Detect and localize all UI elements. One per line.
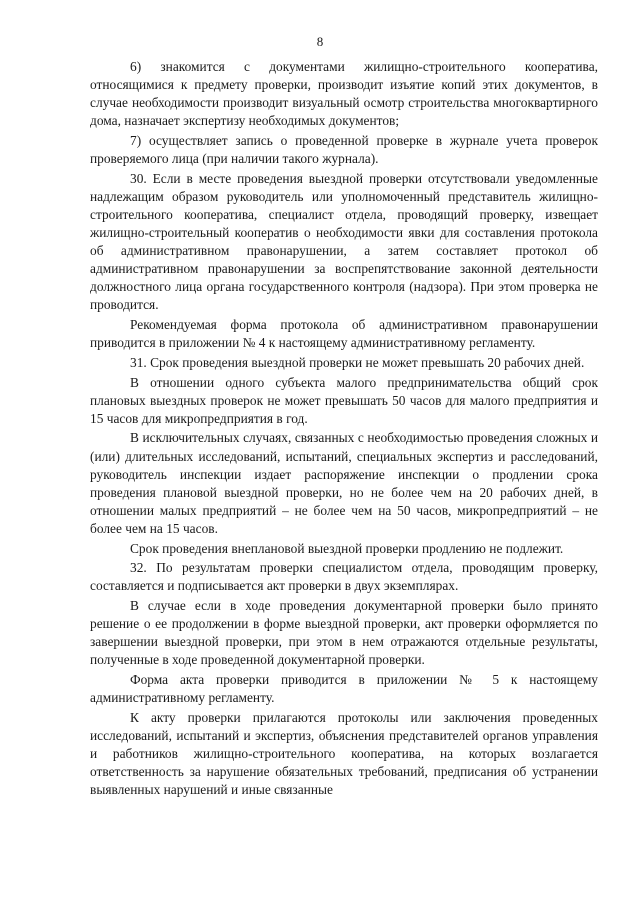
- paragraph-small-business: В отношении одного субъекта малого предпринимательства общий срок плановых выездных проверок не может превышать 50 часов для малого предприятия и 15 часов для микропредприятия в год.: [90, 374, 598, 426]
- paragraph-documentary-check: В случае если в ходе проведения документарной проверки было принято решение о ее продолжении в форме выездной проверки, акт проверки оформляется по завершении выездной проверки, при этом в нем отражаются отдельные результаты, полученные в ходе проведенной документарной проверки.: [90, 598, 598, 668]
- paragraph-clause-32: 32. По результатам проверки специалистом отдела, проводящим проверку, составляется и подписывается акт проверки в двух экземплярах.: [90, 560, 598, 594]
- document-body: [90, 58, 598, 801]
- paragraph-unscheduled-term: Срок проведения внеплановой выездной проверки продлению не подлежит.: [130, 540, 564, 556]
- paragraph-clause-30: 30. Если в месте проведения выездной проверки отсутствовали уведомленные надлежащим образом руководитель или уполномоченный представитель жилищно-строительного кооператива, специалист отдела, проводящий проверку, извещает жилищно-строительный кооператив о необходимости явки для составления протокола об административном правонарушении, а затем составляет протокол об административном правонарушении за воспрепятствование законной деятельности должностного лица органа государственного контроля (надзора). При этом проверка не проводится.: [90, 170, 598, 313]
- paragraph-clause-31: 31. Срок проведения выездной проверки не может превышать 20 рабочих дней.: [130, 354, 585, 370]
- paragraph-protocol-form: Рекомендуемая форма протокола об административном правонарушении приводится в приложении № 4 к настоящему административному регламенту.: [90, 317, 598, 351]
- page-number: 8: [316, 34, 324, 49]
- paragraph-item-6: 6) знакомится с документами жилищно-строительного кооператива, относящимися к предмету проверки, производит изъятие копий этих документов, в случае необходимости производит визуальный осмотр строительства многоквартирного дома, назначает экспертизу необходимых документов;: [90, 59, 598, 129]
- paragraph-act-attachments: К акту проверки прилагаются протоколы или заключения проведенных исследований, испытаний и экспертиз, объяснения представителей органов управления и работников жилищно-строительного кооператива, на которых возлагается ответственность за нарушение обязательных требований, предписания об устранении выявленных нарушений и иные связанные: [90, 709, 598, 798]
- paragraph-item-7: 7) осуществляет запись о проведенной проверке в журнале учета проверок проверяемого лица (при наличии такого журнала).: [90, 132, 598, 167]
- paragraph-exceptional-cases: В исключительных случаях, связанных с необходимостью проведения сложных и (или) длительных исследований, испытаний, специальных экспертиз и расследований, руководитель инспекции издает распоряжение инспекции о продлении срока проведения плановой выездной проверки, но не более чем на 20 рабочих дней, в отношении малых предприятий – не более чем на 50 часов, микропредприятий – не более чем на 15 часов.: [90, 430, 598, 536]
- paragraph-act-form: Форма акта проверки приводится в приложении № 5 к настоящему административному регламенту.: [90, 672, 598, 706]
